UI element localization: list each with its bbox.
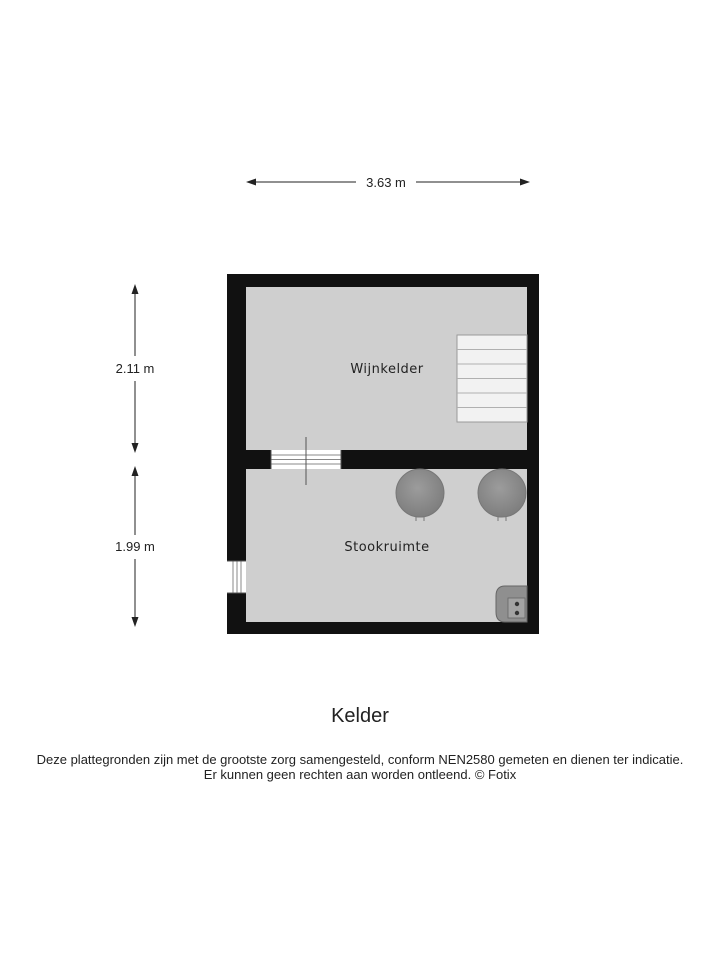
staircase (457, 335, 527, 422)
width-dimension-label: 3.63 m (366, 175, 406, 190)
room-label-wijnkelder: Wijnkelder (350, 362, 424, 377)
utility-unit (496, 586, 527, 622)
room-label-stookruimte: Stookruimte (344, 540, 430, 555)
width-dimension (246, 175, 530, 190)
lower-height-dimension (115, 466, 155, 627)
floor-title: Kelder (331, 705, 389, 727)
upper-height-dimension (116, 284, 155, 453)
disclaimer-line-2: Er kunnen geen rechten aan worden ontleend. © Fotix (203, 767, 517, 782)
disclaimer-line-1: Deze plattegronden zijn met de grootste zorg samengesteld, conform NEN2580 gemeten en dienen ter indicatie. (36, 752, 684, 767)
lower-height-label: 1.99 m (115, 539, 155, 554)
window-left (227, 561, 246, 593)
upper-height-label: 2.11 m (115, 361, 155, 376)
